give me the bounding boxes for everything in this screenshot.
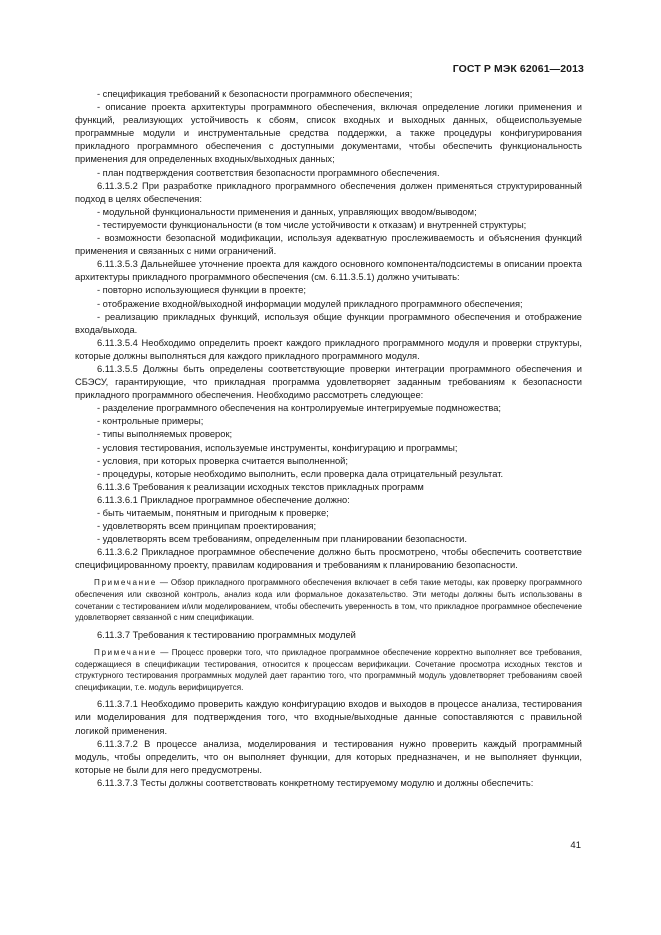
note-label: Примечание <box>94 578 157 588</box>
section-heading: 6.11.3.7 Требования к тестированию программных модулей <box>96 629 356 640</box>
paragraph: 6.11.3.6.2 Прикладное программное обеспечение должно быть просмотрено, чтобы обеспечить соответствие специфицированному проекту, правилам кодирования и требованиям к планированию безопасности. <box>75 547 582 571</box>
paragraph: 6.11.3.5.5 Должны быть определены соответствующие проверки интеграции программного обеспечения и СБЭСУ, гарантирующие, что прикладная программа удовлетворяет заданным требованиям к безопасности прикладного программного обеспечения. Необходимо рассмотреть следующее: <box>75 363 582 401</box>
paragraph: - тестируемости функциональности (в том числе устойчивости к отказам) и внутренней структуры; <box>96 219 527 230</box>
paragraph: 6.11.3.7.1 Необходимо проверить каждую конфигурацию входов и выходов в процессе анализа, тестирования или моделирования для подтверждения того, что входные/выходные данные сопоставляются с правильной логикой применения. <box>75 699 582 736</box>
paragraph: - план подтверждения соответствия безопасности программного обеспечения. <box>96 167 440 178</box>
page-number: 41 <box>570 840 581 851</box>
paragraph: - разделение программного обеспечения на контролируемые интегрируемые подмножества; <box>96 403 502 414</box>
paragraph: 6.11.3.5.3 Дальнейшее уточнение проекта для каждого основного компонента/подсистемы в описании проекта архитектуры прикладного программного обеспечения (см. 6.11.3.5.1) должно учитывать: <box>75 259 582 283</box>
paragraph: 6.11.3.5.2 При разработке прикладного программного обеспечения должен применяться структурированный подход в целях обеспечения: <box>75 180 582 204</box>
note <box>75 577 582 623</box>
note-label: Примечание <box>94 647 157 657</box>
paragraph: - отображение входной/выходной информации модулей прикладного программного обеспечения; <box>96 298 523 309</box>
paragraph: - типы выполняемых проверок; <box>96 429 233 440</box>
paragraph: 6.11.3.7.2 В процессе анализа, моделирования и тестирования нужно проверить каждый программный модуль, чтобы определить, что он выполняет функции, для которых предназначен, и не выполняет функции, которые не были для него предусмотрены. <box>75 738 582 775</box>
paragraph: - модульной функциональности применения и данных, управляющих вводом/выводом; <box>96 206 477 217</box>
note-text: — Процесс проверки того, что прикладное программное обеспечение корректно выполняет все требования, содержащиеся в спецификации тестирования, относится к процессам верификации. Сочетание просмотра исходных текстов и структурного тестирования программных модулей дает гарантию того, что программный модуль удовлетворяет требованиям своей спецификации, т.е. модуль верифицируется. <box>75 647 582 692</box>
paragraph: - реализацию прикладных функций, используя общие функции программного обеспечения и отображение входа/выхода. <box>75 311 582 335</box>
document-body <box>75 88 582 790</box>
paragraph: - процедуры, которые необходимо выполнить, если проверка дала отрицательный результат. <box>96 468 504 479</box>
note-text: — Обзор прикладного программного обеспечения включает в себя такие методы, как проверку программного обеспечения или сквозной контроль, анализ кода или формальное доказательство. Эти методы должны быть использованы в сочетании с тестированием и/или моделированием, чтобы обеспечить уверенность в том, что прикладное программное обеспечение удовлетворяет связанной с ним спецификации. <box>75 578 582 623</box>
paragraph: - возможности безопасной модификации, используя адекватную прослеживаемость и объяснения функций применения и связанных с ними ограничений. <box>75 233 582 257</box>
paragraph: - условия, при которых проверка считается выполненной; <box>96 455 348 466</box>
section-heading: 6.11.3.6 Требования к реализации исходных текстов прикладных программ <box>96 481 424 492</box>
paragraph: - спецификация требований к безопасности программного обеспечения; <box>96 89 413 99</box>
document-header: ГОСТ Р МЭК 62061—2013 <box>452 63 584 75</box>
note <box>75 647 582 693</box>
paragraph: - быть читаемым, понятным и пригодным к проверке; <box>96 508 329 518</box>
paragraph: - описание проекта архитектуры программного обеспечения, включая определение логики применения и функций, реализующих устойчивость к сбоям, список входных и выходных данных, общеиспользуемые программные модули и инструментальные средства поддержки, а также процедуры конфигурирования прикладного программного обеспечения с доступными документами, чтобы обеспечить функциональность применения для определенных входных/выходных данных; <box>75 102 582 165</box>
paragraph: - контрольные примеры; <box>96 416 204 427</box>
paragraph: - повторно использующиеся функции в проекте; <box>96 285 307 296</box>
paragraph: - удовлетворять всем принципам проектирования; <box>96 521 317 532</box>
paragraph: - условия тестирования, используемые инструменты, конфигурацию и программы; <box>96 442 458 453</box>
paragraph: 6.11.3.5.4 Необходимо определить проект каждого прикладного программного модуля и проверки структуры, которые должны выполняться для каждого прикладного программного модуля. <box>75 337 582 361</box>
paragraph: 6.11.3.6.1 Прикладное программное обеспечение должно: <box>96 494 350 505</box>
paragraph: 6.11.3.7.3 Тесты должны соответствовать конкретному тестируемому модулю и должны обеспечить: <box>96 777 534 788</box>
paragraph: - удовлетворять всем требованиям, определенным при планировании безопасности. <box>96 534 467 545</box>
